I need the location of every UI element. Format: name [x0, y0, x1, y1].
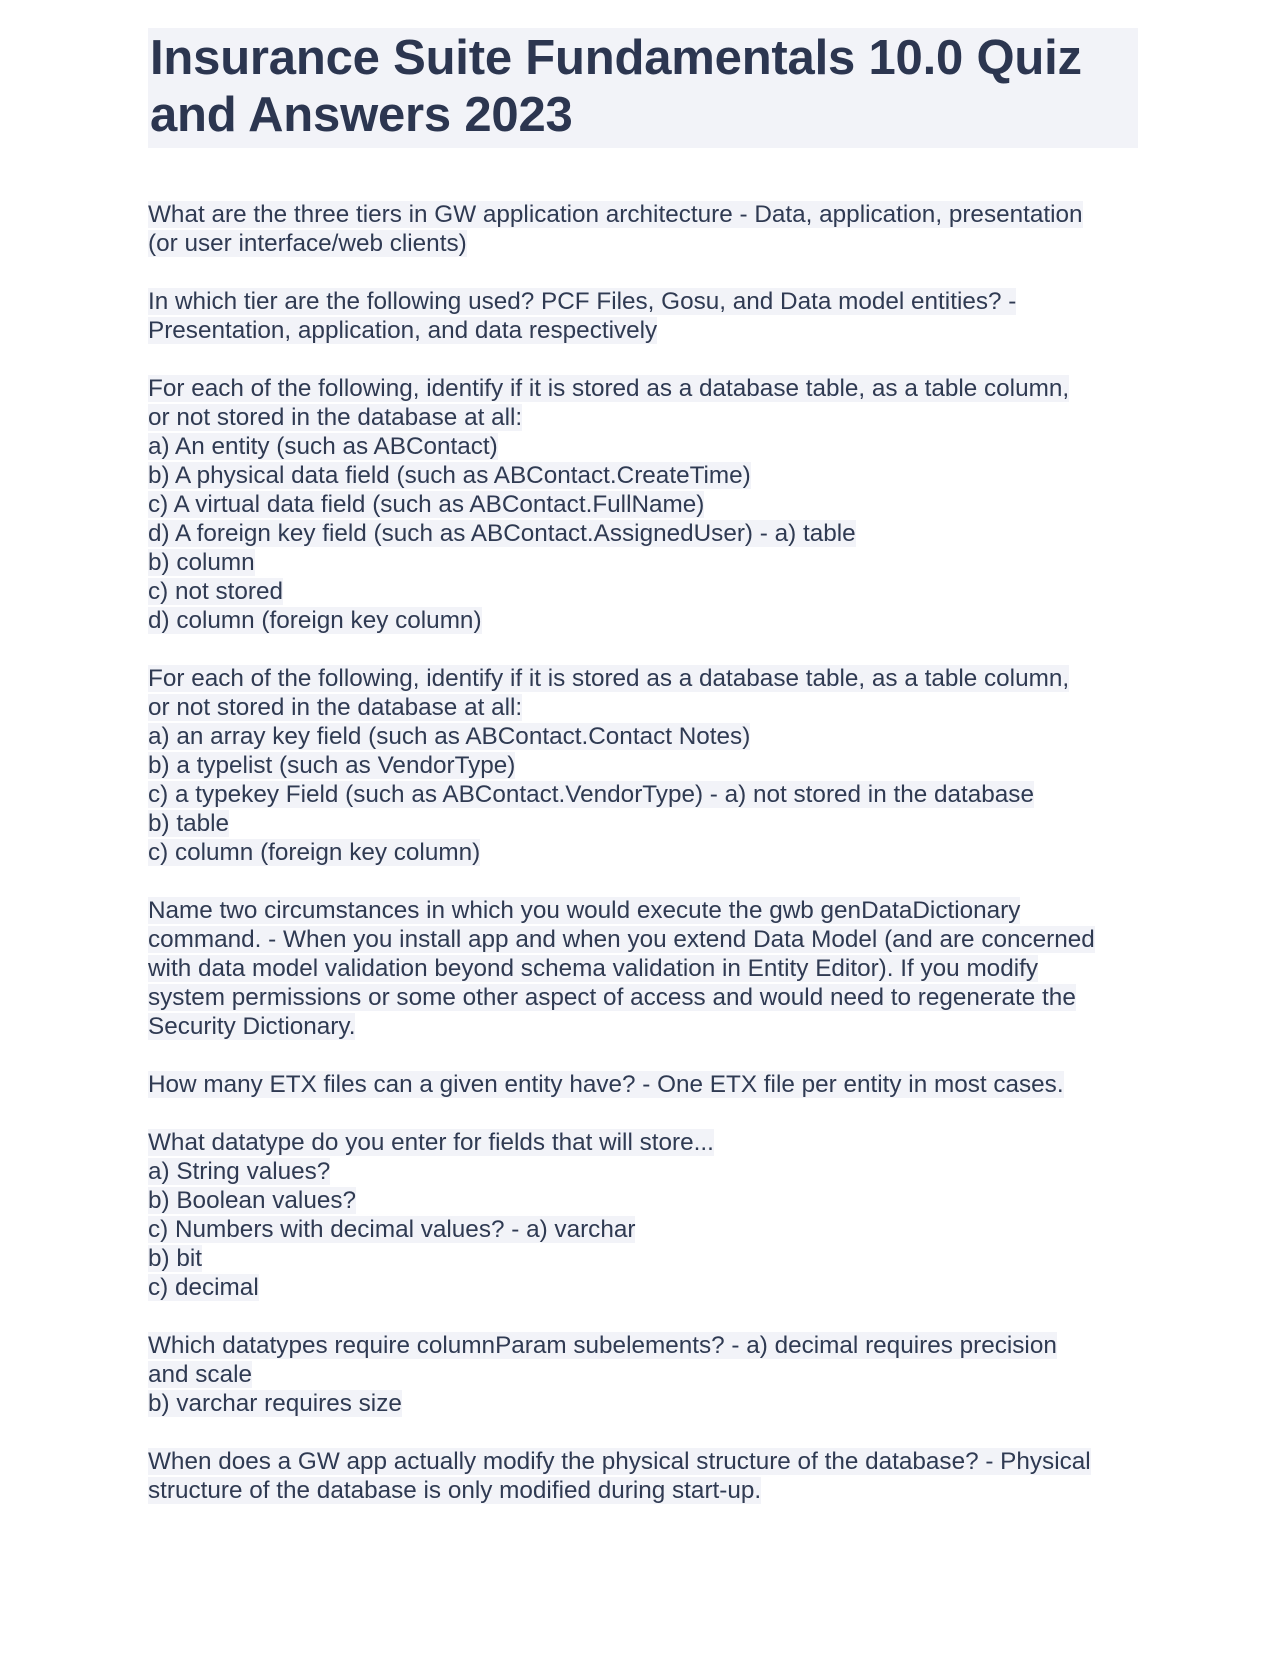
qa-line-text: b) a typelist (such as VendorType) [148, 752, 516, 779]
title-line-1: Insurance Suite Fundamentals 10.0 Quiz [150, 31, 1082, 85]
qa-line [148, 722, 1138, 751]
qa-item [148, 374, 1138, 635]
qa-line-text: Security Dictionary. [148, 1013, 356, 1040]
qa-line-text: c) not stored [148, 578, 284, 605]
qa-line [148, 954, 1138, 983]
qa-line-text: b) column [148, 549, 255, 576]
qa-item [148, 664, 1138, 867]
qa-line [148, 780, 1138, 809]
qa-line [148, 1157, 1138, 1186]
qa-line [148, 809, 1138, 838]
qa-line-text: For each of the following, identify if it is stored as a database table, as a table column, [148, 375, 1070, 402]
qa-line-text: c) decimal [148, 1274, 259, 1301]
qa-line [148, 403, 1138, 432]
qa-line-text: What are the three tiers in GW application architecture - Data, application, presentation [148, 201, 1083, 228]
qa-list [148, 200, 1138, 1505]
qa-line-text: Presentation, application, and data respectively [148, 317, 658, 344]
qa-line [148, 1331, 1138, 1360]
qa-line [148, 1447, 1138, 1476]
qa-line [148, 1012, 1138, 1041]
qa-line [148, 693, 1138, 722]
qa-line-text: b) table [148, 810, 230, 837]
qa-line [148, 519, 1138, 548]
qa-line-text: When does a GW app actually modify the physical structure of the database? - Physical [148, 1448, 1091, 1475]
qa-line [148, 1128, 1138, 1157]
qa-line [148, 606, 1138, 635]
qa-line-text: b) varchar requires size [148, 1390, 402, 1417]
qa-line [148, 432, 1138, 461]
qa-line [148, 287, 1138, 316]
qa-line-text: How many ETX files can a given entity have? - One ETX file per entity in most cases. [148, 1071, 1064, 1098]
qa-line-text: with data model validation beyond schema validation in Entity Editor). If you modify [148, 955, 1039, 982]
qa-line-text: a) An entity (such as ABContact) [148, 433, 498, 460]
qa-line [148, 1389, 1138, 1418]
qa-line [148, 490, 1138, 519]
qa-item [148, 1331, 1138, 1418]
qa-line [148, 1215, 1138, 1244]
qa-line [148, 751, 1138, 780]
qa-line-text: b) Boolean values? [148, 1187, 357, 1214]
qa-item [148, 1070, 1138, 1099]
qa-line-text: b) bit [148, 1245, 203, 1272]
qa-line [148, 461, 1138, 490]
qa-line [148, 1186, 1138, 1215]
qa-line [148, 577, 1138, 606]
qa-line-text: a) an array key field (such as ABContact.Contact Notes) [148, 723, 751, 750]
document-page [148, 28, 1138, 1534]
qa-line-text: d) A foreign key field (such as ABContact.AssignedUser) - a) table [148, 520, 856, 547]
qa-line [148, 316, 1138, 345]
qa-line [148, 1360, 1138, 1389]
qa-line [148, 1273, 1138, 1302]
qa-line-text: system permissions or some other aspect of access and would need to regenerate the [148, 984, 1076, 1011]
qa-line-text: What datatype do you enter for fields that will store... [148, 1129, 714, 1156]
qa-line [148, 896, 1138, 925]
qa-line [148, 548, 1138, 577]
qa-line-text: c) a typekey Field (such as ABContact.VendorType) - a) not stored in the database [148, 781, 1034, 808]
qa-line-text: (or user interface/web clients) [148, 230, 467, 257]
qa-line-text: c) A virtual data field (such as ABContact.FullName) [148, 491, 705, 518]
qa-line-text: c) column (foreign key column) [148, 839, 481, 866]
qa-line [148, 838, 1138, 867]
qa-line [148, 925, 1138, 954]
qa-line-text: c) Numbers with decimal values? - a) varchar [148, 1216, 636, 1243]
qa-line-text: Name two circumstances in which you would execute the gwb genDataDictionary [148, 897, 1021, 924]
qa-line-text: or not stored in the database at all: [148, 694, 523, 721]
qa-line-text: structure of the database is only modified during start-up. [148, 1477, 762, 1504]
qa-line [148, 200, 1138, 229]
qa-line-text: or not stored in the database at all: [148, 404, 523, 431]
qa-line-text: In which tier are the following used? PCF Files, Gosu, and Data model entities? - [148, 288, 1017, 315]
qa-line [148, 1070, 1138, 1099]
qa-line [148, 1244, 1138, 1273]
title-line-2: and Answers 2023 [150, 88, 573, 142]
qa-line-text: Which datatypes require columnParam subelements? - a) decimal requires precision [148, 1332, 1057, 1359]
qa-line [148, 983, 1138, 1012]
document-title [148, 28, 1138, 148]
qa-line [148, 374, 1138, 403]
qa-line-text: b) A physical data field (such as ABContact.CreateTime) [148, 462, 751, 489]
qa-item [148, 287, 1138, 345]
qa-line [148, 664, 1138, 693]
qa-line-text: d) column (foreign key column) [148, 607, 482, 634]
qa-line-text: For each of the following, identify if it is stored as a database table, as a table column, [148, 665, 1070, 692]
qa-line [148, 1476, 1138, 1505]
qa-item [148, 1128, 1138, 1302]
qa-item [148, 200, 1138, 258]
qa-line [148, 229, 1138, 258]
qa-line-text: a) String values? [148, 1158, 331, 1185]
qa-line-text: and scale [148, 1361, 253, 1388]
qa-item [148, 896, 1138, 1041]
qa-line-text: command. - When you install app and when you extend Data Model (and are concerned [148, 926, 1095, 953]
qa-item [148, 1447, 1138, 1505]
